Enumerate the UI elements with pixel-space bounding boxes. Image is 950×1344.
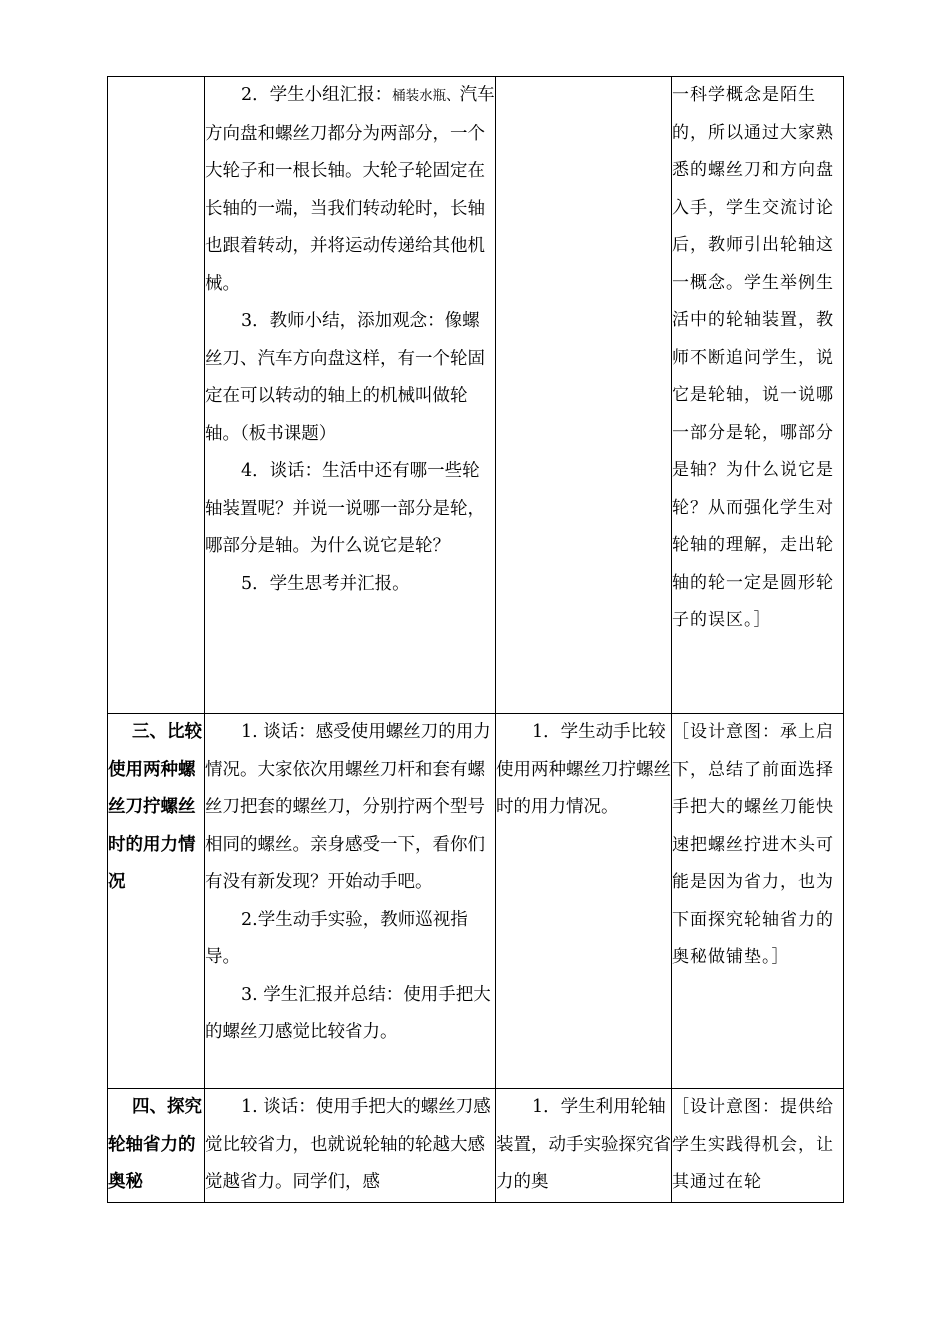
stage-title: 四、探究轮轴省力的奥秘: [108, 1097, 202, 1192]
process-paragraph: 5．学生思考并汇报。: [241, 573, 410, 594]
stage-title: 三、比较使用两种螺丝刀拧螺丝时的用力情况: [108, 722, 202, 892]
process-paragraph: 4．谈话：生活中还有哪一些轮轴装置呢？并说一说哪一部分是轮，哪部分是轴。为什么说它是轮？: [205, 461, 485, 556]
stage-cell: [108, 714, 205, 1089]
table-row: [108, 714, 844, 1089]
process-paragraph: 2．学生小组汇报：桶装水瓶、汽车方向盘和螺丝刀都分为两部分，一个大轮子和一根长轴。大轮子轮固定在长轴的一端，当我们转动轮时，长轴也跟着转动，并将运动传递给其他机械。: [205, 85, 495, 294]
teaching-process-cell: [205, 1089, 496, 1203]
table-row: [108, 1089, 844, 1203]
process-paragraph: 1. 谈话：使用手把大的螺丝刀感觉比较省力，也就说轮轴的轮越大感觉越省力。同学们，感: [205, 1097, 491, 1192]
stage-cell: [108, 1089, 205, 1203]
student-activity-cell: 1．学生利用轮轴装置，动手实验探究省力的奥: [496, 1089, 672, 1203]
process-paragraph: 3．教师小结，添加观念：像螺丝刀、汽车方向盘这样，有一个轮固定在可以转动的轴上的机械叫做轮轴。（板书课题）: [205, 311, 485, 444]
design-intent-cell: ［设计意图：提供给学生实践得机会，让其通过在轮: [672, 1089, 844, 1203]
lesson-plan-table: [107, 76, 844, 1203]
stage-cell: [108, 77, 205, 714]
process-paragraph: 3. 学生汇报并总结：使用手把大的螺丝刀感觉比较省力。: [205, 984, 491, 1042]
design-intent-cell: ［设计意图：承上启下，总结了前面选择手把大的螺丝刀能快速把螺丝拧进木头可能是因为省力，也为下面探究轮轴省力的奥秘做铺垫。］: [672, 714, 844, 1089]
student-activity-cell: 1．学生动手比较使用两种螺丝刀拧螺丝时的用力情况。: [496, 714, 672, 1089]
teaching-process-cell: [205, 714, 496, 1089]
small-text: 桶装水瓶、: [392, 88, 460, 104]
process-paragraph: 2.学生动手实验，教师巡视指导。: [205, 909, 468, 967]
process-paragraph: 1. 谈话：感受使用螺丝刀的用力情况。大家依次用螺丝刀杆和套有螺丝刀把套的螺丝刀，分别拧两个型号相同的螺丝。亲身感受一下，看你们有没有新发现？开始动手吧。: [205, 722, 491, 892]
design-intent-cell: 一科学概念是陌生的，所以通过大家熟悉的螺丝刀和方向盘入手，学生交流讨论后，教师引出轮轴这一概念。学生举例生活中的轮轴装置，教师不断追问学生，说它是轮轴，说一说哪一部分是轮，哪部分是轴？为什么说它是轮？从而强化学生对轮轴的理解，走出轮轴的轮一定是圆形轮子的误区。］: [672, 77, 844, 714]
student-activity-cell: [496, 77, 672, 714]
table-row: [108, 77, 844, 714]
teaching-process-cell: [205, 77, 496, 714]
